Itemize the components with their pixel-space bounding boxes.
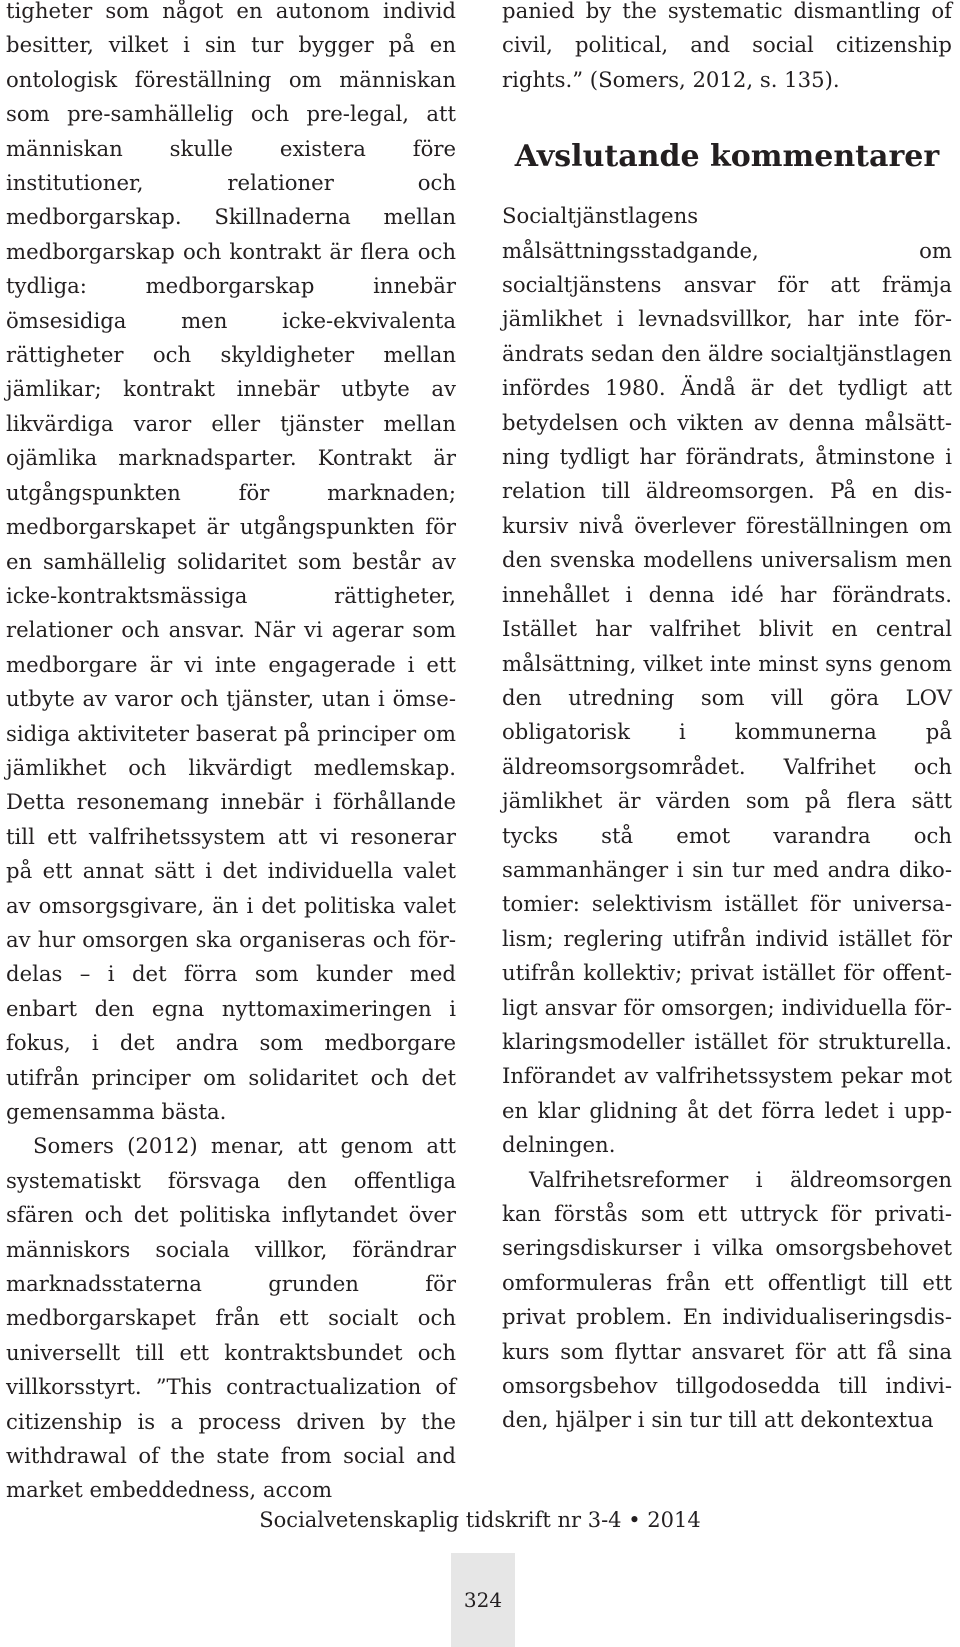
right-column bbox=[502, 0, 952, 1438]
body-paragraph: Socialtjänstlagens målsättningsstadgande, om socialtjänstens ansvar för att främja jämlikhet i levnadsvillkor, har inte förändrats sedan den äldre socialtjänstlagen infördes 1980. Ändå är det tydligt att betydelsen och vikten av denna målsättning tydligt har förändrats, åtminstone i relation till äldreomsorgen. På en diskursiv nivå överlever föreställningen om den svenska modellens universalism men innehållet i denna idé har förändrats. Istället har valfrihet blivit en central målsättning, vilket inte minst syns genom den utredning som vill göra LOV obligatorisk i kommunerna på äldreomsorgsområdet. Valfrihet och jämlikhet är värden som på flera sätt tycks stå emot varandra och sammanhänger i sin tur med andra dikotomier: selektivism istället för universalism; reglering utifrån individ istället för utifrån kollektiv; privat istället för offentligt ansvar för omsorgen; individuella förklaringsmodeller istället för strukturella. Införandet av valfrihetssystem pekar mot en klar glidning åt det förra ledet i uppdelningen. bbox=[502, 203, 952, 1158]
body-paragraph: Somers (2012) menar, att genom att systematiskt försvaga den offentliga sfären och det politiska inflytandet över människors sociala villkor, förändrar marknadsstaterna grunden för medborgarskapet från ett socialt och universellt till ett kontraktsbundet och villkorsstyrt. ”This contractualization of citizenship is a process driven by the withdrawal of the state from social and market embeddedness, accom bbox=[6, 1133, 456, 1503]
section-heading: Avslutande kommentarer bbox=[514, 139, 940, 175]
journal-footer: Socialvetenskaplig tidskrift nr 3-4 • 2014 bbox=[259, 1508, 701, 1532]
body-paragraph: tigheter som något en autonom individ besitter, vilket i sin tur bygger på en ontologisk föreställning om människan som pre-samhällelig och pre-legal, att människan skulle existera före institutioner, relationer och medborgarskap. Skillnaderna mellan medborgarskap och kontrakt är flera och tydliga: medborgarskap innebär ömsesidiga men icke-ekvivalenta rättigheter och skyldigheter mellan jämlikar; kontrakt innebär utbyte av likvärdiga varor eller tjänster mellan ojämlika marknadsparter. Kontrakt är utgångspunkten för marknaden; medborgarskapet är utgångspunkten för en samhällelig solidaritet som består av icke-kontraktsmässiga rättigheter, relationer och ansvar. När vi agerar som medborgare är vi inte engagerade i ett utbyte av varor och tjänster, utan i ömsesidiga aktiviteter baserat på principer om jämlikhet och likvärdigt medlemskap. Detta resonemang innebär i förhållande till ett valfrihetssystem att vi resonerar på ett annat sätt i det individuella valet av omsorgsgivare, än i det politiska valet av hur omsorgen ska organiseras och fördelas – i det förra som kunder med enbart den egna nyttomaximeringen i fokus, i det andra som medborgare utifrån principer om solidaritet och det gemensamma bästa. bbox=[6, 0, 456, 1124]
page-number: 324 bbox=[451, 1553, 515, 1647]
body-paragraph-continuation: panied by the systematic dismantling of civil, political, and social citizenship rights.” (Somers, 2012, s. 135). bbox=[502, 0, 952, 92]
left-column bbox=[6, 0, 456, 1508]
body-paragraph: Valfrihetsreformer i äldreomsorgen kan förstås som ett uttryck för privatiseringsdiskurser i vilka omsorgsbehovet omformuleras från ett offentligt till ett privat problem. En individualiseringsdiskurs som flyttar ansvaret för att få sina omsorgsbehov tillgodosedda till individen, hjälper i sin tur till att dekontextua bbox=[502, 1166, 952, 1433]
